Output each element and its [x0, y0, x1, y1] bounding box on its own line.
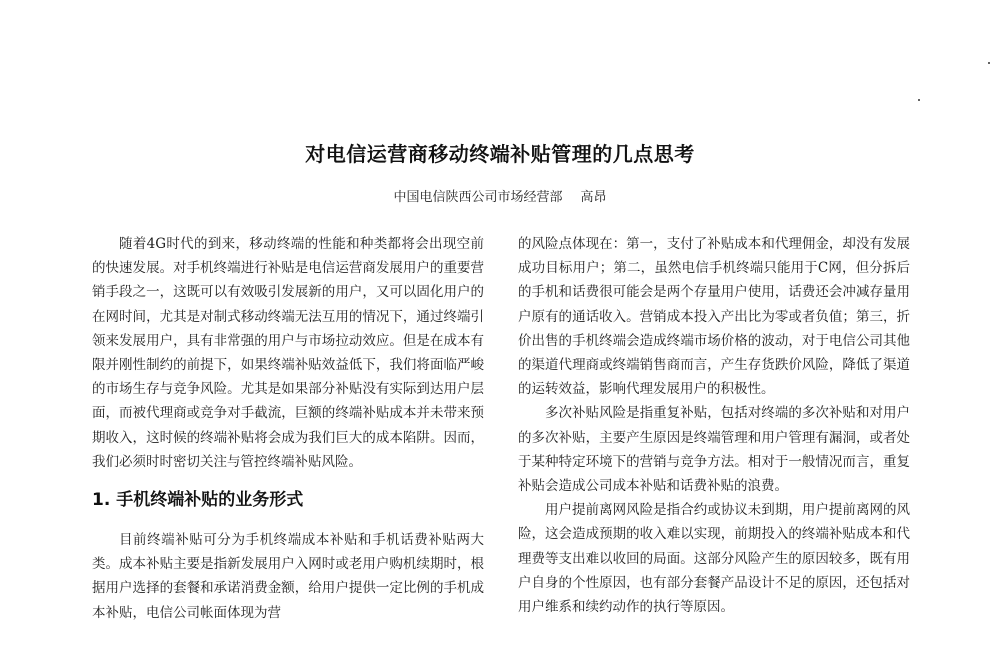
article-title: 对电信运营商移动终端补贴管理的几点思考: [305, 142, 695, 166]
scan-speck: [988, 62, 990, 64]
left-paragraph-1: 随着4G时代的到来，移动终端的性能和种类都将会出现空前的快速发展。对手机终端进行补贴是电信运营商发展用户的重要营销手段之一，这既可以有效吸引发展新的用户，又可以固化用户的在网时间，尤其是对制式移动终端无法互用的情况下，通过终端引领来发展用户，具有非常强的用户与市场拉动效应。但是在成本有限并刚性制约的前提下，如果终端补贴效益低下，我们将面临严峻的市场生存与竞争风险。尤其是如果部分补贴没有实际到达用户层面，而被代理商或竞争对手截流，巨额的终端补贴成本并未带来预期收入，这时候的终端补贴将会成为我们巨大的成本陷阱。因而，我们必须时时密切关注与管控终端补贴风险。: [92, 236, 484, 470]
right-column: [518, 232, 910, 619]
section-heading-1: 1. 手机终端补贴的业务形式: [92, 490, 304, 511]
author-name: 高昂: [580, 190, 607, 205]
author-line: [0, 186, 1000, 205]
scan-speck: [918, 99, 920, 101]
left-paragraph-2: 目前终端补贴可分为手机终端成本补贴和手机话费补贴两大类。成本补贴主要是指新发展用户入网时或老用户购机续期时，根据用户选择的套餐和承诺消费金额，给用户提供一定比例的手机成本补贴，电信公司帐面体现为营: [92, 532, 484, 621]
right-paragraph-1: 的风险点体现在：第一，支付了补贴成本和代理佣金，却没有发展成功目标用户；第二，虽然电信手机终端只能用于C网，但分拆后的手机和话费很可能会是两个存量用户使用，话费还会冲减存量用户原有的通话收入。营销成本投入产出比为零或者负值；第三，折价出售的手机终端会造成终端市场价格的波动，对于电信公司其他的渠道代理商或终端销售商而言，产生存货跌价风险，降低了渠道的运转效益，影响代理发展用户的积极性。: [518, 236, 910, 398]
author-affiliation: 中国电信陕西公司市场经营部: [393, 190, 563, 205]
right-paragraph-3: 用户提前离网风险是指合约或协议未到期，用户提前离网的风险，这会造成预期的收入难以实现，前期投入的终端补贴成本和代理费等支出难以收回的局面。这部分风险产生的原因较多，既有用户自身的个性原因，也有部分套餐产品设计不足的原因，还包括对用户维系和续约动作的执行等原因。: [518, 502, 910, 616]
left-column: [92, 232, 484, 625]
right-paragraph-2: 多次补贴风险是指重复补贴，包括对终端的多次补贴和对用户的多次补贴，主要产生原因是终端管理和用户管理有漏洞，或者处于某种特定环境下的营销与竞争方法。相对于一般情况而言，重复补贴会造成公司成本补贴和话费补贴的浪费。: [518, 405, 910, 495]
